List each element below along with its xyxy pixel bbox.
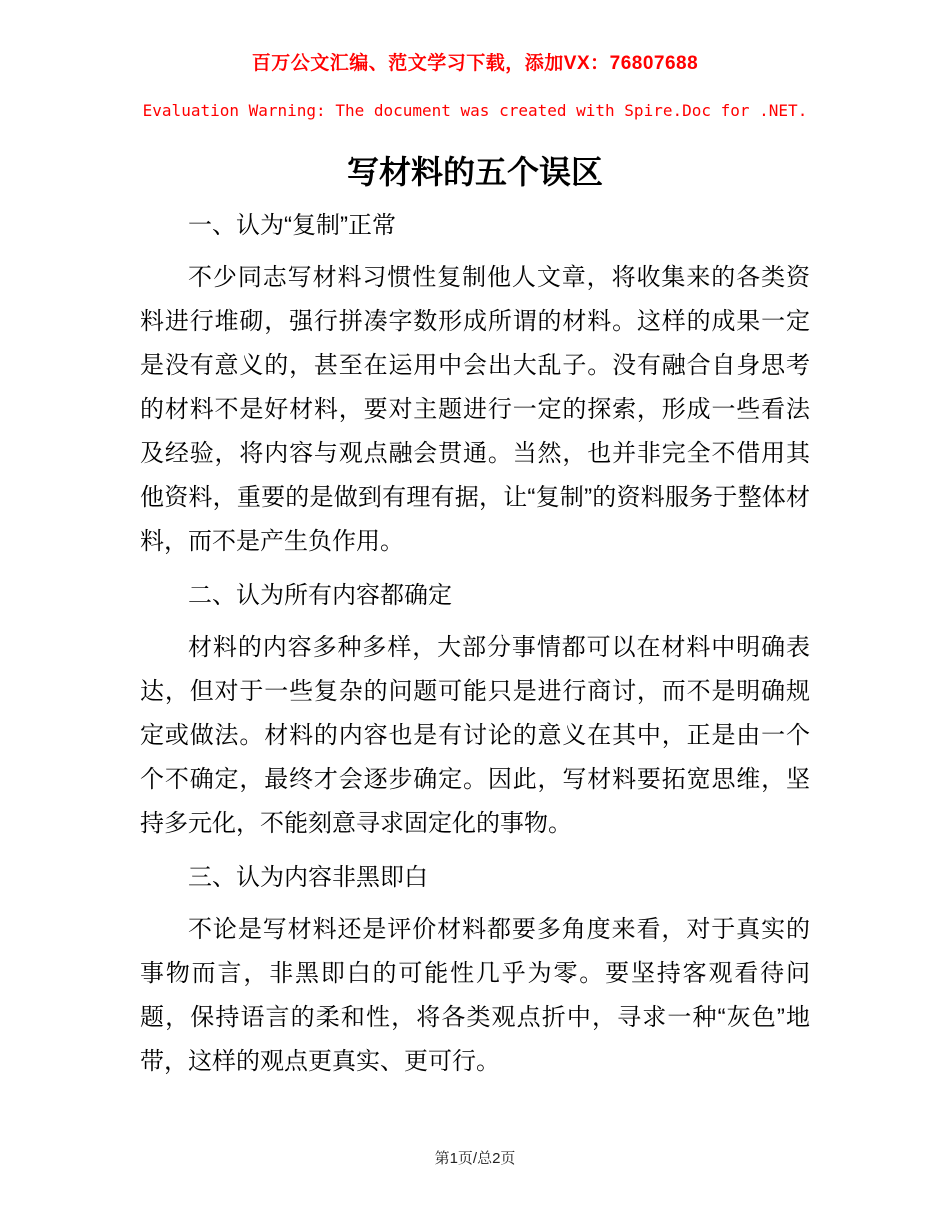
watermark-text: 百万公文汇编、范文学习下载，添加VX：76807688 [251,53,699,74]
section-paragraph: 材料的内容多种多样，大部分事情都可以在材料中明确表达，但对于一些复杂的问题可能只是进行商讨，而不是明确规定或做法。材料的内容也是有讨论的意义在其中，正是由一个个不确定，最终才会逐步确定。因此，写材料要拓宽思维，坚持多元化，不能刻意寻求固定化的事物。 [140,634,810,837]
page-number-indicator: 第1页/总2页 [434,1150,516,1167]
section-paragraph: 不少同志写材料习惯性复制他人文章，将收集来的各类资料进行堆砌，强行拼凑字数形成所谓的材料。这样的成果一定是没有意义的，甚至在运用中会出大乱子。没有融合自身思考的材料不是好材料，要对主题进行一定的探索，形成一些看法及经验，将内容与观点融会贯通。当然，也并非完全不借用其他资料，重要的是做到有理有据，让“复制”的资料服务于整体材料，而不是产生负作用。 [140,264,810,555]
section-heading: 二、认为所有内容都确定 [188,582,452,609]
document-title: 写材料的五个误区 [346,154,603,190]
section-heading: 一、认为“复制”正常 [188,212,396,239]
section-paragraph: 不论是写材料还是评价材料都要多角度来看，对于真实的事物而言，非黑即白的可能性几乎为零。要坚持客观看待问题，保持语言的柔和性，将各类观点折中，寻求一种“灰色”地带，这样的观点更真实、更可行。 [140,916,810,1075]
section-heading: 三、认为内容非黑即白 [188,864,428,891]
document-body [0,204,950,1084]
evaluation-warning-text: Evaluation Warning: The document was created with Spire.Doc for .NET. [142,101,808,120]
